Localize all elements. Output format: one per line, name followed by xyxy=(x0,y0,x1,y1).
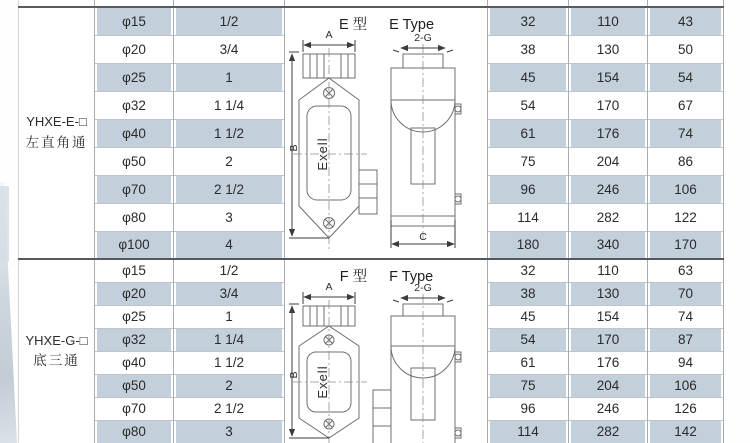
dim-a-value-cell: 54 xyxy=(488,91,569,119)
inch-cell: 1 1/4 xyxy=(174,91,285,119)
size-cell: φ100 xyxy=(95,231,174,259)
dim-a-value-cell: 32 xyxy=(488,259,569,282)
product-model: YHXE-E-□ xyxy=(26,114,87,130)
dim-b-value-cell: 176 xyxy=(569,119,648,147)
dim-c-value-cell: 70 xyxy=(648,282,724,305)
size-cell: φ32 xyxy=(95,328,174,351)
dim-c-value-cell: 106 xyxy=(648,175,724,203)
dim-a-value-cell: 114 xyxy=(488,203,569,231)
product-name-cn: 底三通 xyxy=(33,353,80,369)
empty-cell xyxy=(174,0,285,7)
size-cell: φ40 xyxy=(95,119,174,147)
dim-b-value-cell: 110 xyxy=(569,7,648,35)
dim-a-value-cell: 75 xyxy=(488,374,569,397)
size-cell: φ80 xyxy=(95,420,174,443)
size-cell: φ32 xyxy=(95,91,174,119)
e-type-title xyxy=(285,13,488,34)
dim-a-value-cell: 45 xyxy=(488,305,569,328)
drawing-cell-e-type xyxy=(285,7,488,259)
dim-a-value-cell: 61 xyxy=(488,119,569,147)
inch-cell: 3/4 xyxy=(174,35,285,63)
dim-c-value-cell: 126 xyxy=(648,397,724,420)
empty-cell xyxy=(488,0,569,7)
dim-c-value-cell: 106 xyxy=(648,374,724,397)
dim-c-value-cell: 86 xyxy=(648,147,724,175)
dim-c-value-cell: 50 xyxy=(648,35,724,63)
empty-cell xyxy=(19,0,95,7)
dim-c-value-cell: 142 xyxy=(648,420,724,443)
dim-a-value-cell: 96 xyxy=(488,175,569,203)
bottom-outlet xyxy=(373,390,391,443)
dim-b-value-cell: 130 xyxy=(569,35,648,63)
dim-c-value-cell: 74 xyxy=(648,305,724,328)
f-type-title-cn: F 型 xyxy=(339,269,368,285)
inch-cell: 2 xyxy=(174,147,285,175)
f-type-title xyxy=(285,265,488,286)
dim-c-value-cell: 67 xyxy=(648,91,724,119)
inch-cell: 4 xyxy=(174,231,285,259)
brand-text: Exell xyxy=(315,137,330,171)
dim-b-value-cell: 204 xyxy=(569,374,648,397)
dim-a-value-cell: 54 xyxy=(488,328,569,351)
size-cell: φ25 xyxy=(95,63,174,91)
inch-cell: 1 xyxy=(174,305,285,328)
product-name-cn: 左直角通 xyxy=(25,134,88,150)
spec-table xyxy=(18,0,724,443)
e-type-title-en: E Type xyxy=(389,17,435,33)
dim-b-value-cell: 204 xyxy=(569,147,648,175)
dim-a-value-cell: 38 xyxy=(488,35,569,63)
inch-cell: 1 1/2 xyxy=(174,351,285,374)
empty-cell xyxy=(569,0,648,7)
dim-2g-label: 2-G xyxy=(414,282,432,294)
empty-cell xyxy=(285,0,488,7)
dim-a-value-cell: 61 xyxy=(488,351,569,374)
inch-cell: 1/2 xyxy=(174,259,285,282)
size-cell: φ15 xyxy=(95,7,174,35)
size-cell: φ50 xyxy=(95,374,174,397)
dim-b-value-cell: 246 xyxy=(569,397,648,420)
inch-cell: 1 xyxy=(174,63,285,91)
dim-b-value-cell: 130 xyxy=(569,282,648,305)
size-cell: φ20 xyxy=(95,35,174,63)
table-row xyxy=(19,259,724,282)
dim-c-value-cell: 170 xyxy=(648,231,724,259)
size-cell: φ25 xyxy=(95,305,174,328)
product-name-cell-e xyxy=(19,7,95,259)
brand-text: Exell xyxy=(315,365,330,399)
f-type-drawing-panel xyxy=(285,260,488,443)
side-outlet xyxy=(359,170,377,214)
dim-b-value-cell: 176 xyxy=(569,351,648,374)
inch-cell: 3 xyxy=(174,420,285,443)
dim-b-value-cell: 154 xyxy=(569,305,648,328)
dim-a-value-cell: 32 xyxy=(488,7,569,35)
dim-b-value-cell: 154 xyxy=(569,63,648,91)
product-name-cell-g xyxy=(19,259,95,443)
dim-a-value-cell: 114 xyxy=(488,420,569,443)
page-edge-shading-strip xyxy=(0,186,9,262)
dim-a-value-cell: 180 xyxy=(488,231,569,259)
dim-c-value-cell: 94 xyxy=(648,351,724,374)
size-cell: φ40 xyxy=(95,351,174,374)
f-type-title-en: F Type xyxy=(389,269,434,285)
dim-c-value-cell: 74 xyxy=(648,119,724,147)
empty-cell xyxy=(648,0,724,7)
dim-c-value-cell: 54 xyxy=(648,63,724,91)
e-type-title-cn: E 型 xyxy=(338,17,368,33)
dim-c-value-cell: 87 xyxy=(648,328,724,351)
inch-cell: 1 1/2 xyxy=(174,119,285,147)
dim-a-value-cell: 96 xyxy=(488,397,569,420)
inch-cell: 1 1/4 xyxy=(174,328,285,351)
inch-cell: 3 xyxy=(174,203,285,231)
dim-a-label: A xyxy=(325,281,333,293)
dim-b-value-cell: 110 xyxy=(569,259,648,282)
dim-2g-label: 2-G xyxy=(414,32,432,44)
dim-a-value-cell: 45 xyxy=(488,63,569,91)
e-type-drawing-panel xyxy=(285,8,488,258)
dim-b-value-cell: 340 xyxy=(569,231,648,259)
dim-c-value-cell: 43 xyxy=(648,7,724,35)
dim-a-value-cell: 75 xyxy=(488,147,569,175)
dim-b-label: B xyxy=(288,371,300,379)
product-model: YHXE-G-□ xyxy=(25,332,88,348)
size-cell: φ15 xyxy=(95,259,174,282)
e-type-technical-drawing xyxy=(285,8,488,258)
inch-cell: 2 xyxy=(174,374,285,397)
inch-cell: 1/2 xyxy=(174,7,285,35)
inch-cell: 3/4 xyxy=(174,282,285,305)
size-cell: φ80 xyxy=(95,203,174,231)
size-cell: φ50 xyxy=(95,147,174,175)
dim-b-label: B xyxy=(288,144,300,152)
empty-cell xyxy=(95,0,174,7)
inch-cell: 2 1/2 xyxy=(174,397,285,420)
dim-a-value-cell: 38 xyxy=(488,282,569,305)
drawing-cell-f-type xyxy=(285,259,488,443)
dim-a-label: A xyxy=(325,29,333,41)
dim-b-value-cell: 170 xyxy=(569,328,648,351)
dim-c-value-cell: 63 xyxy=(648,259,724,282)
dim-b-value-cell: 170 xyxy=(569,91,648,119)
dim-b-value-cell: 246 xyxy=(569,175,648,203)
size-cell: φ70 xyxy=(95,175,174,203)
size-cell: φ20 xyxy=(95,282,174,305)
f-type-technical-drawing xyxy=(285,260,488,443)
inch-cell: 2 1/2 xyxy=(174,175,285,203)
dim-b-value-cell: 282 xyxy=(569,420,648,443)
dim-c-label: C xyxy=(419,231,427,243)
dim-b-value-cell: 282 xyxy=(569,203,648,231)
size-cell: φ70 xyxy=(95,397,174,420)
table-row xyxy=(19,7,724,35)
top-partial-row xyxy=(19,0,724,7)
dim-c-value-cell: 122 xyxy=(648,203,724,231)
